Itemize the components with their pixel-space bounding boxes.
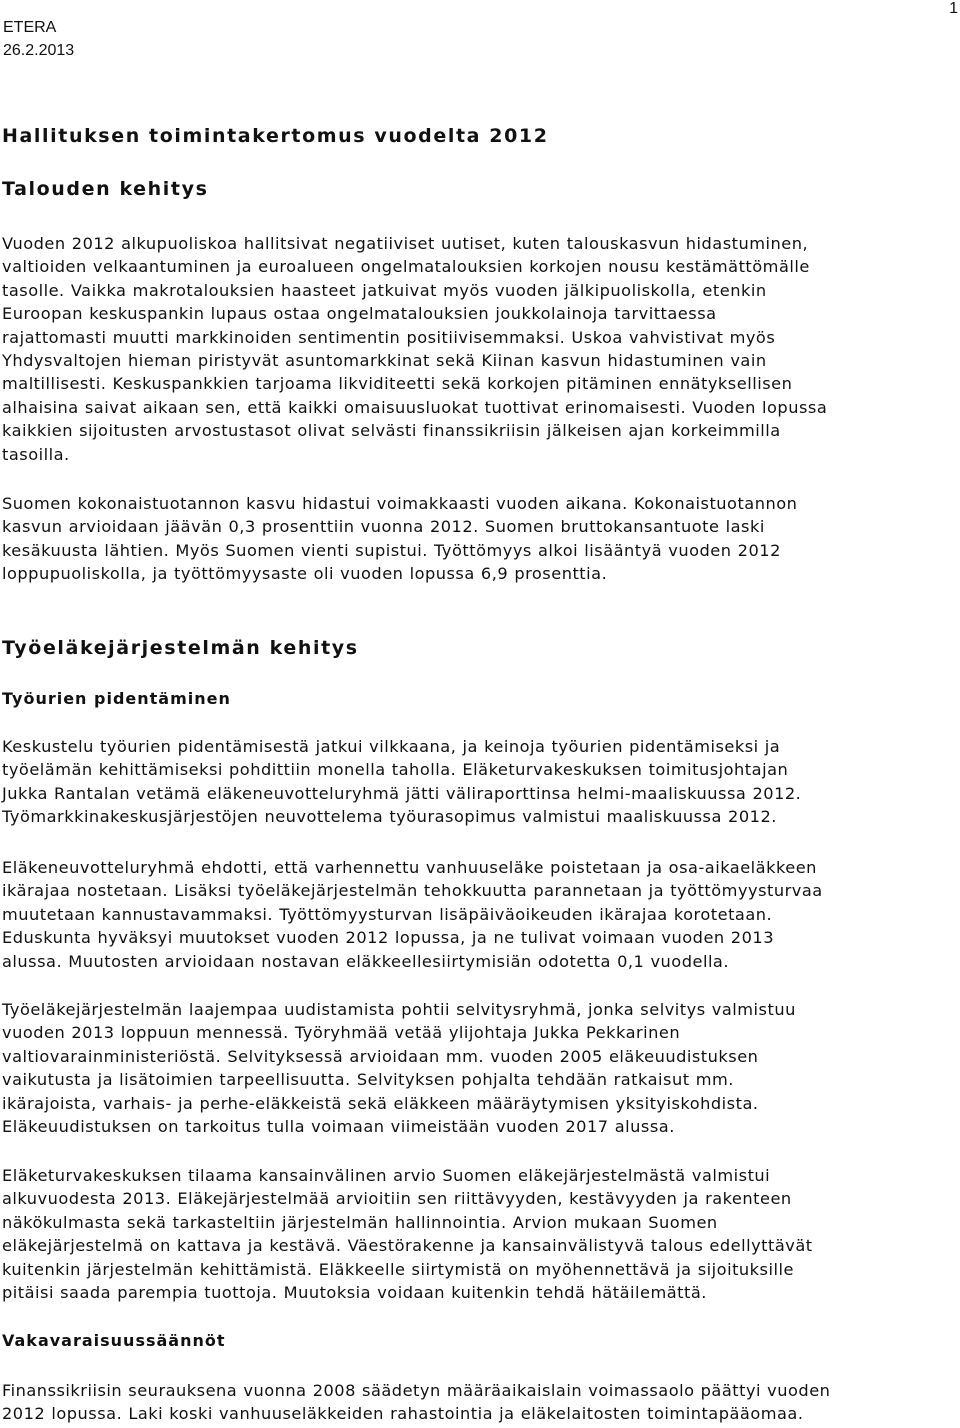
text-line: Eduskunta hyväksyi muutokset vuoden 2012 lopussa, ja ne tulivat voimaan vuoden 2013: [2, 928, 774, 948]
paragraph: [2, 1164, 960, 1304]
text-line: kesäkuusta lähtien. Myös Suomen vienti supistui. Työttömyys alkoi lisääntyä vuoden 2012: [2, 540, 781, 560]
text-line: Eläkeuudistuksen on tarkoitus tulla voimaan viimeistään vuoden 2017 alussa.: [2, 1117, 675, 1137]
text-line: Suomen kokonaistuotannon kasvu hidastui voimakkaasti vuoden aikana. Kokonaistuotannon: [2, 494, 798, 513]
text-line: Työmarkkinakeskusjärjestöjen neuvottelema työurasopimus valmistui maaliskuussa 2012.: [2, 807, 777, 827]
subsection-heading-solvency-rules: Vakavaraisuussäännöt: [2, 1331, 226, 1350]
text-line: Jukka Rantalan vetämä eläkeneuvotteluryhmä jätti väliraporttinsa helmi-maaliskuussa 2012.: [2, 783, 802, 803]
text-line: kaikkien sijoitusten arvostustasot olivat selvästi finanssikriisin jälkeisen ajan korkeimmilla: [2, 421, 781, 441]
text-line: rajattomasti muutti markkinoiden sentimentin positiivisemmaksi. Uskoa vahvistivat myös: [2, 327, 776, 347]
text-line: alussa. Muutosten arvioidaan nostavan eläkkeellesiirtymisiän odotetta 0,1 vuodella.: [2, 951, 730, 971]
document-header: [3, 16, 74, 62]
page-number: 1: [949, 0, 958, 17]
text-line: vaikutusta ja lisätoimien tarpeellisuutta. Selvityksen pohjalta tehdään ratkaisut mm.: [2, 1070, 734, 1090]
text-line: eläkejärjestelmä on kattava ja kestävä. Väestörakenne ja kansainvälistyvä talous edellyttävät: [2, 1236, 813, 1256]
text-line: kasvun arvioidaan jäävän 0,3 prosenttiin vuonna 2012. Suomen bruttokansantuote laski: [2, 517, 765, 537]
document-title: Hallituksen toimintakertomus vuodelta 2012: [2, 125, 549, 147]
text-line: pitäisi saada parempia tuottoja. Muutoksia voidaan kuitenkin tehdä hätäilemättä.: [2, 1283, 707, 1303]
text-line: 2012 lopussa. Laki koski vanhuuseläkkeiden rahastointia ja eläkelaitosten toimintapääomaa.: [2, 1404, 804, 1424]
subsection-heading-careers: Työurien pidentäminen: [2, 689, 231, 708]
text-line: Keskustelu työurien pidentämisestä jatkui vilkkaana, ja keinoja työurien pidentämiseksi ja: [2, 737, 781, 756]
text-line: näkökulmasta sekä tarkasteltiin järjestelmän hallinnointia. Arvion mukaan Suomen: [2, 1212, 718, 1232]
text-line: kuitenkin järjestelmän kehittämistä. Eläkkeelle siirtymistä on myöhennettävä ja sijoituksille: [2, 1259, 794, 1279]
paragraph: [2, 735, 960, 829]
paragraph: [2, 232, 960, 466]
text-line: loppupuoliskolla, ja työttömyysaste oli vuoden lopussa 6,9 prosenttia.: [2, 564, 608, 584]
document-date: 26.2.2013: [3, 42, 75, 59]
text-line: muutetaan kannustavammaksi. Työttömyysturvan lisäpäiväoikeuden ikärajaa korotetaan.: [2, 904, 773, 924]
text-line: Yhdysvaltojen hieman piristyvät asuntomarkkinat sekä Kiinan kasvun hidastuminen vain: [2, 351, 767, 371]
text-line: tasoilla.: [2, 444, 70, 464]
paragraph: [2, 856, 960, 973]
paragraph: [2, 998, 960, 1138]
text-line: valtiovarainministeriöstä. Selvityksessä arvioidaan mm. vuoden 2005 eläkeuudistuksen: [2, 1046, 759, 1066]
text-line: Eläkeneuvotteluryhmä ehdotti, että varhennettu vanhuuseläke poistetaan ja osa-aikaeläkkeen: [2, 858, 817, 877]
paragraph: [2, 492, 960, 586]
section-heading-economy: Talouden kehitys: [2, 178, 209, 200]
text-line: alhaisina saivat aikaan sen, että kaikki omaisuusluokat tuottivat erinomaisesti. Vuoden lopussa: [2, 397, 828, 417]
organization-name: ETERA: [3, 19, 57, 36]
text-line: ikärajaa nostetaan. Lisäksi työeläkejärjestelmän tehokkuutta parannetaan ja työttömyysturvaa: [2, 881, 823, 901]
text-line: työelämän kehittämiseksi pohdittiin monella taholla. Eläketurvakeskuksen toimitusjohtajan: [2, 760, 789, 780]
text-line: Eläketurvakeskuksen tilaama kansainvälinen arvio Suomen eläkejärjestelmästä valmistui: [2, 1166, 771, 1185]
text-line: maltillisesti. Keskuspankkien tarjoama likviditeetti sekä korkojen pitäminen ennätyksellisen: [2, 374, 793, 394]
text-line: Vuoden 2012 alkupuoliskoa hallitsivat negatiiviset uutiset, kuten talouskasvun hidastuminen,: [2, 234, 809, 253]
text-line: valtioiden velkaantuminen ja euroalueen ongelmatalouksien korkojen nousu kestämättömälle: [2, 257, 810, 277]
section-heading-pension-system: Työeläkejärjestelmän kehitys: [2, 637, 359, 659]
text-line: Euroopan keskuspankin lupaus ostaa ongelmatalouksien joukkolainoja tarvittaessa: [2, 304, 717, 324]
text-line: vuoden 2013 loppuun mennessä. Työryhmää vetää ylijohtaja Jukka Pekkarinen: [2, 1023, 681, 1043]
text-line: ikärajoista, varhais- ja perhe-eläkkeistä sekä eläkkeen määräytymisen yksityiskohdista.: [2, 1093, 759, 1113]
text-line: Työeläkejärjestelmän laajempaa uudistamista pohtii selvitysryhmä, jonka selvitys valmistuu: [2, 1000, 796, 1019]
text-line: alkuvuodesta 2013. Eläkejärjestelmää arvioitiin sen riittävyyden, kestävyyden ja rakenteen: [2, 1189, 792, 1209]
paragraph: [2, 1379, 960, 1426]
text-line: tasolle. Vaikka makrotalouksien haasteet jatkuivat myös vuoden jälkipuoliskolla, etenkin: [2, 280, 767, 300]
text-line: Finanssikriisin seurauksena vuonna 2008 säädetyn määräaikaislain voimassaolo päättyi vuoden: [2, 1381, 831, 1400]
